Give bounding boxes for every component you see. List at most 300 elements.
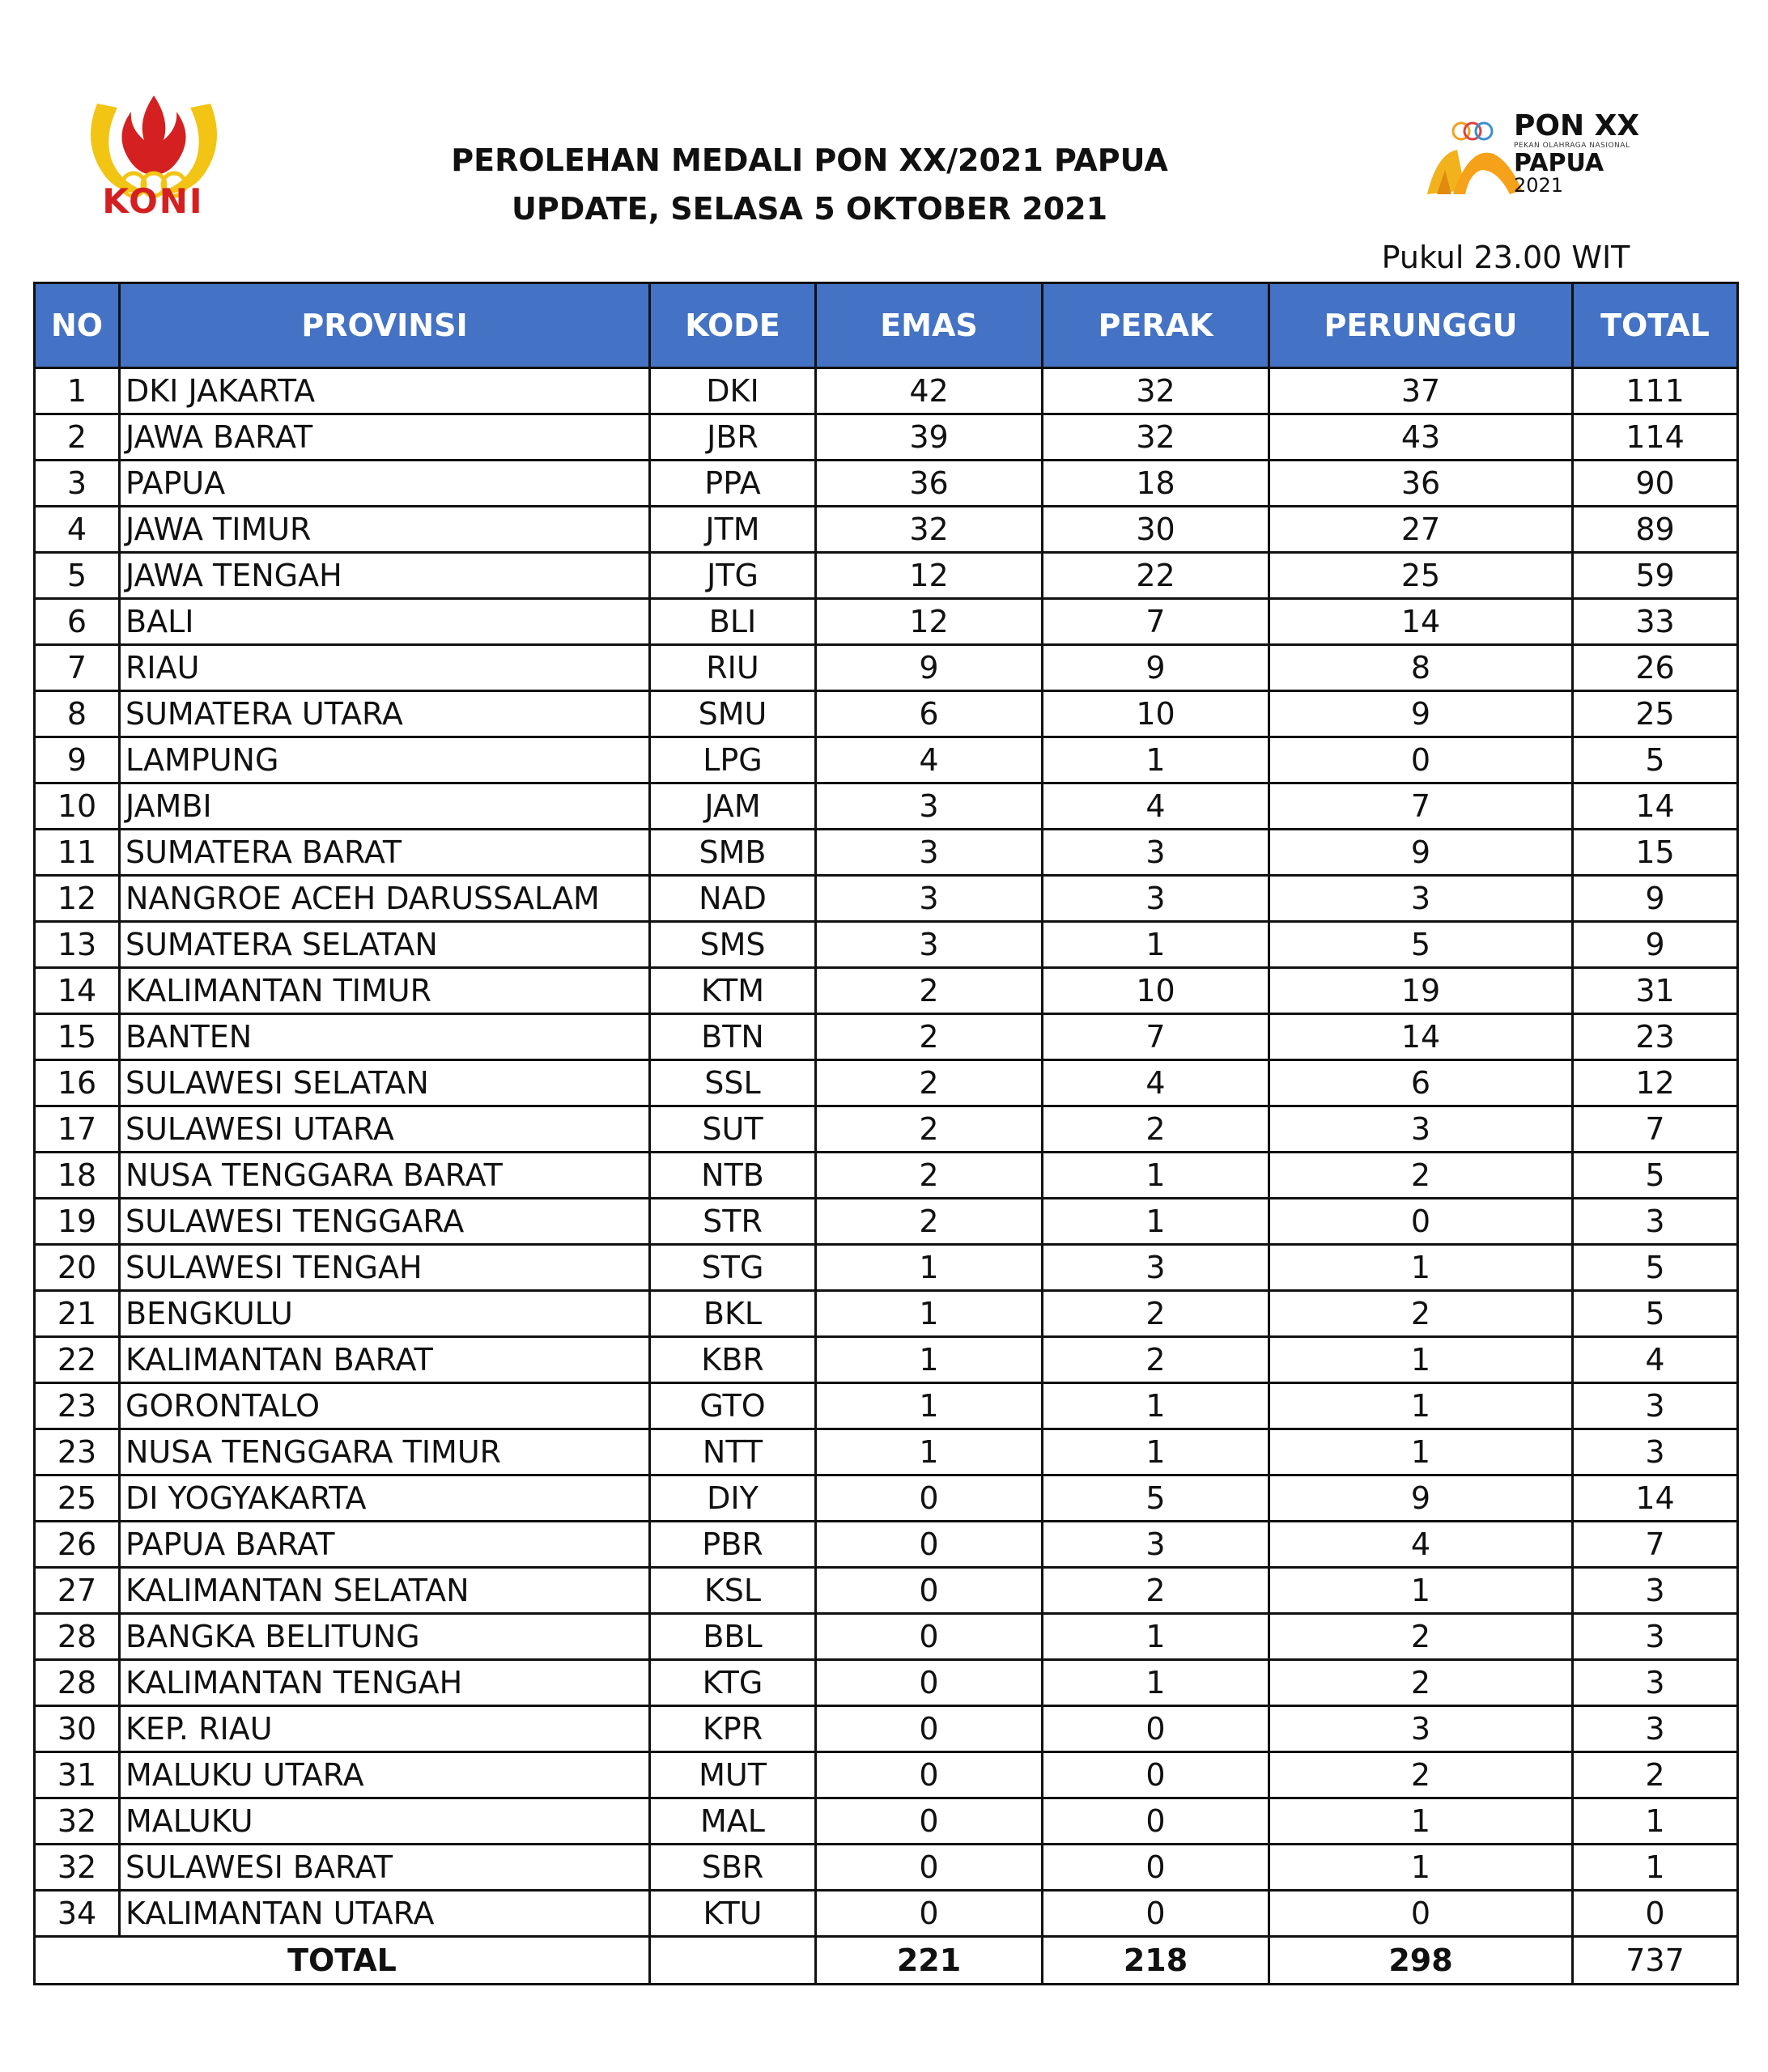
cell-perak: 1 — [1043, 1429, 1269, 1475]
cell-perunggu: 2 — [1269, 1752, 1573, 1798]
cell-provinsi: GORONTALO — [120, 1383, 650, 1429]
cell-kode: KPR — [650, 1706, 816, 1752]
cell-perak: 2 — [1043, 1106, 1269, 1153]
cell-provinsi: BENGKULU — [120, 1291, 650, 1337]
cell-perunggu: 3 — [1269, 1106, 1573, 1153]
cell-provinsi: NANGROE ACEH DARUSSALAM — [120, 876, 650, 922]
table-row — [35, 1337, 1738, 1383]
cell-total: 5 — [1573, 1153, 1738, 1199]
cell-total: 5 — [1573, 1291, 1738, 1337]
cell-total: 12 — [1573, 1060, 1738, 1106]
table-total-row — [35, 1937, 1738, 1985]
table-row — [35, 783, 1738, 830]
column-header-no: NO — [35, 283, 120, 368]
cell-perunggu: 1 — [1269, 1845, 1573, 1891]
cell-no: 16 — [35, 1060, 120, 1106]
table-row — [35, 414, 1738, 461]
table-row — [35, 1429, 1738, 1475]
cell-provinsi: NUSA TENGGARA TIMUR — [120, 1429, 650, 1475]
cell-provinsi: DI YOGYAKARTA — [120, 1475, 650, 1522]
cell-perunggu: 1 — [1269, 1245, 1573, 1291]
cell-perunggu: 14 — [1269, 599, 1573, 645]
cell-perunggu: 43 — [1269, 414, 1573, 461]
cell-perak: 2 — [1043, 1291, 1269, 1337]
table-row — [35, 461, 1738, 507]
table-row — [35, 1383, 1738, 1429]
cell-perak: 3 — [1043, 1245, 1269, 1291]
cell-emas: 42 — [816, 368, 1043, 414]
cell-total: 3 — [1573, 1568, 1738, 1614]
cell-perak: 32 — [1043, 368, 1269, 414]
column-header-provinsi: PROVINSI — [120, 283, 650, 368]
cell-perunggu: 8 — [1269, 645, 1573, 691]
cell-total: 59 — [1573, 553, 1738, 599]
table-row — [35, 1706, 1738, 1752]
cell-kode: KBR — [650, 1337, 816, 1383]
cell-kode: SMU — [650, 691, 816, 737]
total-emas: 221 — [816, 1937, 1043, 1985]
cell-perunggu: 36 — [1269, 461, 1573, 507]
cell-no: 17 — [35, 1106, 120, 1153]
cell-perunggu: 27 — [1269, 507, 1573, 553]
cell-emas: 0 — [816, 1798, 1043, 1845]
cell-no: 7 — [35, 645, 120, 691]
cell-no: 26 — [35, 1522, 120, 1568]
total-label: TOTAL — [35, 1937, 650, 1985]
cell-provinsi: LAMPUNG — [120, 737, 650, 783]
cell-perak: 1 — [1043, 1199, 1269, 1245]
cell-total: 3 — [1573, 1199, 1738, 1245]
cell-perunggu: 6 — [1269, 1060, 1573, 1106]
cell-emas: 3 — [816, 876, 1043, 922]
cell-kode: NTB — [650, 1153, 816, 1199]
cell-total: 15 — [1573, 830, 1738, 876]
title-block — [405, 136, 1214, 233]
cell-total: 14 — [1573, 1475, 1738, 1522]
total-perunggu: 298 — [1269, 1937, 1573, 1985]
cell-no: 6 — [35, 599, 120, 645]
cell-total: 31 — [1573, 968, 1738, 1014]
cell-kode: PPA — [650, 461, 816, 507]
pon-logo-line2: PEKAN OLAHRAGA NASIONAL — [1514, 142, 1630, 150]
cell-provinsi: BANTEN — [120, 1014, 650, 1060]
cell-perak: 1 — [1043, 737, 1269, 783]
cell-emas: 2 — [816, 1060, 1043, 1106]
cell-perak: 3 — [1043, 1522, 1269, 1568]
cell-emas: 36 — [816, 461, 1043, 507]
cell-no: 14 — [35, 968, 120, 1014]
table-row — [35, 968, 1738, 1014]
cell-kode: KTG — [650, 1660, 816, 1706]
cell-perak: 5 — [1043, 1475, 1269, 1522]
cell-no: 28 — [35, 1660, 120, 1706]
table-row — [35, 507, 1738, 553]
cell-provinsi: SUMATERA BARAT — [120, 830, 650, 876]
cell-provinsi: KALIMANTAN UTARA — [120, 1891, 650, 1937]
pon-logo-text — [1514, 109, 1640, 197]
cell-provinsi: JAWA TIMUR — [120, 507, 650, 553]
cell-total: 9 — [1573, 876, 1738, 922]
cell-perunggu: 7 — [1269, 783, 1573, 830]
cell-emas: 0 — [816, 1706, 1043, 1752]
cell-no: 13 — [35, 922, 120, 968]
cell-no: 23 — [35, 1429, 120, 1475]
cell-emas: 0 — [816, 1845, 1043, 1891]
cell-perak: 10 — [1043, 691, 1269, 737]
cell-no: 32 — [35, 1798, 120, 1845]
cell-emas: 0 — [816, 1752, 1043, 1798]
cell-perunggu: 0 — [1269, 737, 1573, 783]
cell-provinsi: JAMBI — [120, 783, 650, 830]
table-row — [35, 599, 1738, 645]
cell-no: 4 — [35, 507, 120, 553]
cell-kode: GTO — [650, 1383, 816, 1429]
cell-total: 4 — [1573, 1337, 1738, 1383]
cell-total: 90 — [1573, 461, 1738, 507]
cell-perunggu: 4 — [1269, 1522, 1573, 1568]
cell-no: 32 — [35, 1845, 120, 1891]
cell-emas: 1 — [816, 1245, 1043, 1291]
cell-no: 8 — [35, 691, 120, 737]
cell-kode: NTT — [650, 1429, 816, 1475]
cell-perunggu: 1 — [1269, 1568, 1573, 1614]
table-row — [35, 1614, 1738, 1660]
cell-kode: PBR — [650, 1522, 816, 1568]
cell-emas: 2 — [816, 1106, 1043, 1153]
cell-perunggu: 0 — [1269, 1891, 1573, 1937]
cell-total: 2 — [1573, 1752, 1738, 1798]
cell-perunggu: 14 — [1269, 1014, 1573, 1060]
cell-total: 1 — [1573, 1845, 1738, 1891]
cell-emas: 2 — [816, 1153, 1043, 1199]
cell-perak: 3 — [1043, 830, 1269, 876]
cell-no: 22 — [35, 1337, 120, 1383]
table-row — [35, 1522, 1738, 1568]
cell-perunggu: 3 — [1269, 876, 1573, 922]
cell-kode: SMS — [650, 922, 816, 968]
cell-no: 20 — [35, 1245, 120, 1291]
cell-emas: 6 — [816, 691, 1043, 737]
cell-perak: 1 — [1043, 1383, 1269, 1429]
cell-kode: SBR — [650, 1845, 816, 1891]
cell-no: 5 — [35, 553, 120, 599]
table-row — [35, 553, 1738, 599]
cell-total: 7 — [1573, 1522, 1738, 1568]
cell-no: 15 — [35, 1014, 120, 1060]
cell-total: 3 — [1573, 1383, 1738, 1429]
cell-provinsi: BALI — [120, 599, 650, 645]
cell-provinsi: SULAWESI BARAT — [120, 1845, 650, 1891]
cell-no: 25 — [35, 1475, 120, 1522]
cell-total: 1 — [1573, 1798, 1738, 1845]
cell-emas: 32 — [816, 507, 1043, 553]
cell-emas: 0 — [816, 1475, 1043, 1522]
cell-provinsi: KALIMANTAN TIMUR — [120, 968, 650, 1014]
table-row — [35, 737, 1738, 783]
cell-provinsi: JAWA TENGAH — [120, 553, 650, 599]
cell-emas: 2 — [816, 1199, 1043, 1245]
table-row — [35, 830, 1738, 876]
cell-kode: BLI — [650, 599, 816, 645]
cell-emas: 9 — [816, 645, 1043, 691]
cell-total: 9 — [1573, 922, 1738, 968]
table-row — [35, 1060, 1738, 1106]
cell-emas: 2 — [816, 968, 1043, 1014]
column-header-total: TOTAL — [1573, 283, 1738, 368]
cell-total: 3 — [1573, 1660, 1738, 1706]
cell-perak: 32 — [1043, 414, 1269, 461]
cell-total: 111 — [1573, 368, 1738, 414]
table-row — [35, 691, 1738, 737]
cell-emas: 4 — [816, 737, 1043, 783]
cell-no: 23 — [35, 1383, 120, 1429]
cell-perunggu: 37 — [1269, 368, 1573, 414]
cell-no: 18 — [35, 1153, 120, 1199]
cell-perunggu: 1 — [1269, 1383, 1573, 1429]
page-subtitle: UPDATE, SELASA 5 OKTOBER 2021 — [511, 191, 1108, 227]
cell-emas: 0 — [816, 1614, 1043, 1660]
table-row — [35, 1475, 1738, 1522]
table-row — [35, 1891, 1738, 1937]
cell-kode: BTN — [650, 1014, 816, 1060]
cell-perak: 1 — [1043, 1614, 1269, 1660]
cell-total: 23 — [1573, 1014, 1738, 1060]
cell-provinsi: SUMATERA UTARA — [120, 691, 650, 737]
cell-provinsi: KALIMANTAN TENGAH — [120, 1660, 650, 1706]
cell-emas: 0 — [816, 1568, 1043, 1614]
pon-logo-line1: PON XX — [1514, 109, 1640, 142]
cell-perunggu: 1 — [1269, 1337, 1573, 1383]
cell-perak: 1 — [1043, 922, 1269, 968]
cell-perak: 10 — [1043, 968, 1269, 1014]
cell-kode: STR — [650, 1199, 816, 1245]
cell-no: 12 — [35, 876, 120, 922]
cell-perak: 0 — [1043, 1845, 1269, 1891]
cell-emas: 1 — [816, 1429, 1043, 1475]
cell-kode: KTM — [650, 968, 816, 1014]
cell-perak: 2 — [1043, 1337, 1269, 1383]
cell-no: 3 — [35, 461, 120, 507]
cell-kode: KTU — [650, 1891, 816, 1937]
cell-perak: 4 — [1043, 783, 1269, 830]
cell-perak: 0 — [1043, 1752, 1269, 1798]
column-header-perunggu: PERUNGGU — [1269, 283, 1573, 368]
cell-kode: SSL — [650, 1060, 816, 1106]
cell-perak: 4 — [1043, 1060, 1269, 1106]
cell-no: 9 — [35, 737, 120, 783]
table-row — [35, 1660, 1738, 1706]
table-row — [35, 1752, 1738, 1798]
cell-perak: 7 — [1043, 1014, 1269, 1060]
cell-emas: 3 — [816, 830, 1043, 876]
cell-provinsi: KALIMANTAN BARAT — [120, 1337, 650, 1383]
cell-provinsi: DKI JAKARTA — [120, 368, 650, 414]
cell-emas: 1 — [816, 1337, 1043, 1383]
table-row — [35, 1153, 1738, 1199]
table-row — [35, 1798, 1738, 1845]
cell-kode: BKL — [650, 1291, 816, 1337]
cell-emas: 1 — [816, 1291, 1043, 1337]
cell-emas: 2 — [816, 1014, 1043, 1060]
cell-provinsi: KEP. RIAU — [120, 1706, 650, 1752]
cell-kode: NAD — [650, 876, 816, 922]
pon-logo-line3: PAPUA — [1514, 149, 1604, 177]
table-row — [35, 1199, 1738, 1245]
cell-perak: 22 — [1043, 553, 1269, 599]
cell-kode: RIU — [650, 645, 816, 691]
page-title: PEROLEHAN MEDALI PON XX/2021 PAPUA — [451, 142, 1168, 178]
cell-provinsi: SULAWESI UTARA — [120, 1106, 650, 1153]
cell-total: 14 — [1573, 783, 1738, 830]
cell-kode: SUT — [650, 1106, 816, 1153]
koni-logo-text: KONI — [102, 181, 204, 221]
column-header-emas: EMAS — [816, 283, 1043, 368]
cell-emas: 3 — [816, 922, 1043, 968]
cell-emas: 0 — [816, 1891, 1043, 1937]
cell-total: 3 — [1573, 1614, 1738, 1660]
cell-provinsi: NUSA TENGGARA BARAT — [120, 1153, 650, 1199]
cell-perunggu: 2 — [1269, 1291, 1573, 1337]
cell-kode: MAL — [650, 1798, 816, 1845]
cell-perunggu: 9 — [1269, 830, 1573, 876]
table-row — [35, 1245, 1738, 1291]
cell-provinsi: PAPUA BARAT — [120, 1522, 650, 1568]
cell-no: 27 — [35, 1568, 120, 1614]
cell-provinsi: BANGKA BELITUNG — [120, 1614, 650, 1660]
cell-provinsi: MALUKU UTARA — [120, 1752, 650, 1798]
cell-perak: 7 — [1043, 599, 1269, 645]
cell-total: 3 — [1573, 1706, 1738, 1752]
cell-provinsi: PAPUA — [120, 461, 650, 507]
cell-kode: DKI — [650, 368, 816, 414]
table-row — [35, 922, 1738, 968]
cell-total: 3 — [1573, 1429, 1738, 1475]
cell-kode: JTM — [650, 507, 816, 553]
cell-perunggu: 5 — [1269, 922, 1573, 968]
cell-emas: 3 — [816, 783, 1043, 830]
table-row — [35, 1568, 1738, 1614]
cell-perak: 3 — [1043, 876, 1269, 922]
cell-kode: BBL — [650, 1614, 816, 1660]
cell-perunggu: 2 — [1269, 1153, 1573, 1199]
cell-total: 5 — [1573, 1245, 1738, 1291]
table-row — [35, 1106, 1738, 1153]
table-row — [35, 876, 1738, 922]
cell-no: 28 — [35, 1614, 120, 1660]
cell-kode: LPG — [650, 737, 816, 783]
cell-no: 30 — [35, 1706, 120, 1752]
cell-provinsi: SUMATERA SELATAN — [120, 922, 650, 968]
cell-total: 25 — [1573, 691, 1738, 737]
cell-emas: 12 — [816, 599, 1043, 645]
cell-provinsi: JAWA BARAT — [120, 414, 650, 461]
cell-kode: JBR — [650, 414, 816, 461]
cell-perunggu: 9 — [1269, 691, 1573, 737]
cell-no: 34 — [35, 1891, 120, 1937]
column-header-perak: PERAK — [1043, 283, 1269, 368]
cell-perak: 9 — [1043, 645, 1269, 691]
cell-emas: 12 — [816, 553, 1043, 599]
cell-kode: JTG — [650, 553, 816, 599]
cell-provinsi: KALIMANTAN SELATAN — [120, 1568, 650, 1614]
cell-no: 1 — [35, 368, 120, 414]
cell-no: 21 — [35, 1291, 120, 1337]
cell-no: 2 — [35, 414, 120, 461]
column-header-kode: KODE — [650, 283, 816, 368]
cell-perak: 0 — [1043, 1891, 1269, 1937]
cell-emas: 39 — [816, 414, 1043, 461]
cell-perunggu: 9 — [1269, 1475, 1573, 1522]
cell-kode: MUT — [650, 1752, 816, 1798]
cell-no: 10 — [35, 783, 120, 830]
table-row — [35, 368, 1738, 414]
cell-provinsi: MALUKU — [120, 1798, 650, 1845]
table-header-row — [35, 283, 1738, 368]
cell-total: 0 — [1573, 1891, 1738, 1937]
cell-total: 89 — [1573, 507, 1738, 553]
cell-perunggu: 1 — [1269, 1429, 1573, 1475]
cell-perunggu: 1 — [1269, 1798, 1573, 1845]
cell-perak: 1 — [1043, 1660, 1269, 1706]
cell-perak: 0 — [1043, 1798, 1269, 1845]
cell-perunggu: 25 — [1269, 553, 1573, 599]
update-time: Pukul 23.00 WIT — [1381, 240, 1630, 275]
cell-perak: 30 — [1043, 507, 1269, 553]
cell-perunggu: 3 — [1269, 1706, 1573, 1752]
cell-emas: 0 — [816, 1660, 1043, 1706]
medal-table — [33, 282, 1739, 1985]
table-body — [35, 368, 1738, 1937]
total-perak: 218 — [1043, 1937, 1269, 1985]
table-row — [35, 1291, 1738, 1337]
cell-perunggu: 2 — [1269, 1660, 1573, 1706]
cell-total: 114 — [1573, 414, 1738, 461]
cell-perak: 18 — [1043, 461, 1269, 507]
cell-emas: 1 — [816, 1383, 1043, 1429]
pon-xx-papua-logo-icon — [1421, 113, 1526, 202]
cell-total: 26 — [1573, 645, 1738, 691]
pon-logo-line4: 2021 — [1514, 174, 1564, 197]
cell-total: 33 — [1573, 599, 1738, 645]
table-row — [35, 1845, 1738, 1891]
cell-no: 19 — [35, 1199, 120, 1245]
cell-perunggu: 19 — [1269, 968, 1573, 1014]
cell-kode: SMB — [650, 830, 816, 876]
cell-provinsi: SULAWESI TENGGARA — [120, 1199, 650, 1245]
cell-provinsi: RIAU — [120, 645, 650, 691]
cell-no: 31 — [35, 1752, 120, 1798]
cell-perak: 2 — [1043, 1568, 1269, 1614]
table-row — [35, 645, 1738, 691]
cell-kode: KSL — [650, 1568, 816, 1614]
total-grand: 737 — [1573, 1937, 1738, 1985]
cell-kode: JAM — [650, 783, 816, 830]
cell-perunggu: 0 — [1269, 1199, 1573, 1245]
cell-kode: STG — [650, 1245, 816, 1291]
cell-provinsi: SULAWESI TENGAH — [120, 1245, 650, 1291]
cell-total: 5 — [1573, 737, 1738, 783]
table-row — [35, 1014, 1738, 1060]
total-kode — [650, 1937, 816, 1985]
cell-total: 7 — [1573, 1106, 1738, 1153]
cell-perak: 0 — [1043, 1706, 1269, 1752]
cell-emas: 0 — [816, 1522, 1043, 1568]
cell-provinsi: SULAWESI SELATAN — [120, 1060, 650, 1106]
cell-perak: 1 — [1043, 1153, 1269, 1199]
cell-kode: DIY — [650, 1475, 816, 1522]
cell-perunggu: 2 — [1269, 1614, 1573, 1660]
cell-no: 11 — [35, 830, 120, 876]
